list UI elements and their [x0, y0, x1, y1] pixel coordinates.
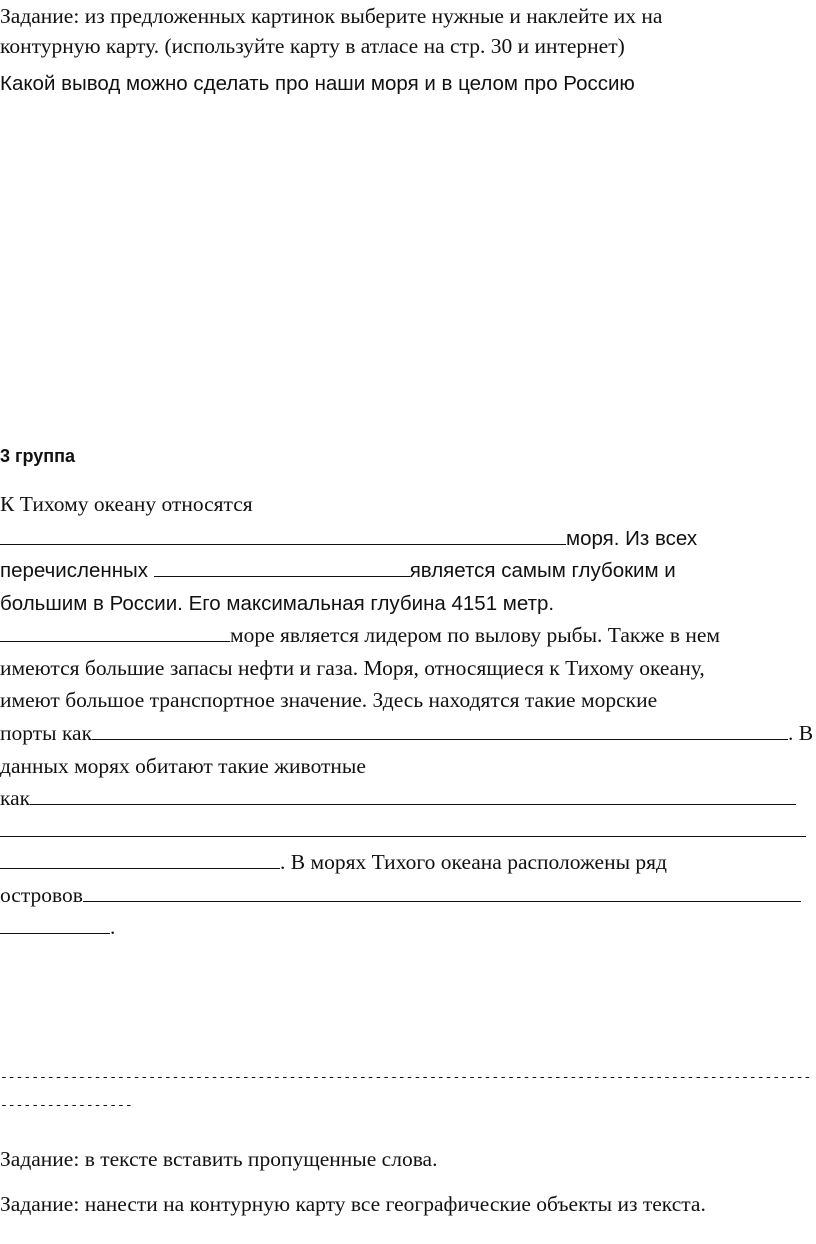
blank-fishing-sea[interactable] [0, 640, 230, 642]
para-line-7: имеют большое транспортное значение. Здесь находятся такие морские [0, 688, 658, 712]
para-line-8 [0, 721, 813, 746]
dashed-separator-tail: ----------------- [0, 1098, 133, 1113]
para-line-6: имеются большие запасы нефти и газа. Моря, относящиеся к Тихому океану, [0, 656, 705, 680]
para-line-3-text-b: является самым глубоким и [409, 559, 676, 582]
para-line-5-text: море является лидером по вылову рыбы. Также в нем [230, 623, 721, 647]
para-line-14-text: . [110, 915, 116, 939]
blank-islands-1[interactable] [83, 900, 801, 902]
blank-deepest-sea[interactable] [154, 575, 410, 577]
task-insert-words: Задание: в тексте вставить пропущенные слова. [0, 1147, 438, 1171]
blank-ports[interactable] [92, 738, 788, 740]
para-line-11 [0, 818, 806, 843]
para-line-8-text-a: порты как [0, 721, 93, 745]
para-line-9: данных морях обитают такие животные [0, 754, 366, 778]
para-line-14 [0, 915, 115, 940]
blank-animals-1[interactable] [30, 803, 796, 805]
para-line-10-text: как [0, 786, 31, 810]
task-instruction-line-1: Задание: из предложенных картинок выберите нужные и наклейте их на [0, 4, 663, 28]
blank-animals-3[interactable] [0, 867, 280, 869]
para-line-5 [0, 623, 720, 648]
para-line-13 [0, 883, 801, 908]
para-line-13-text: островов [0, 883, 83, 907]
para-line-8-text-b: . В [788, 721, 814, 745]
dashed-separator: -------------------------------------------------------------------------------------------------------- [0, 1070, 812, 1085]
blank-seas[interactable] [0, 543, 566, 545]
para-line-12 [0, 850, 667, 875]
para-line-12-text: . В морях Тихого океана расположены ряд [280, 850, 667, 874]
para-line-3-text-a: перечисленных [0, 559, 154, 582]
blank-animals-2[interactable] [0, 835, 806, 837]
task-instruction-line-2: контурную карту. (используйте карту в атласе на стр. 30 и интернет) [0, 34, 625, 58]
para-line-2-text: моря. Из всех [566, 527, 698, 550]
blank-islands-2[interactable] [0, 932, 110, 934]
group-heading: 3 группа [0, 446, 76, 466]
task-contour-map: Задание: нанести на контурную карту все географические объекты из текста. [0, 1192, 706, 1216]
para-line-3 [0, 559, 676, 583]
para-line-1: К Тихому океану относятся [0, 492, 253, 516]
para-line-10 [0, 786, 796, 811]
para-line-4: большим в России. Его максимальная глубина 4151 метр. [0, 592, 555, 615]
para-line-2 [0, 526, 697, 551]
conclusion-question: Какой вывод можно сделать про наши моря и в целом про Россию [0, 72, 635, 95]
